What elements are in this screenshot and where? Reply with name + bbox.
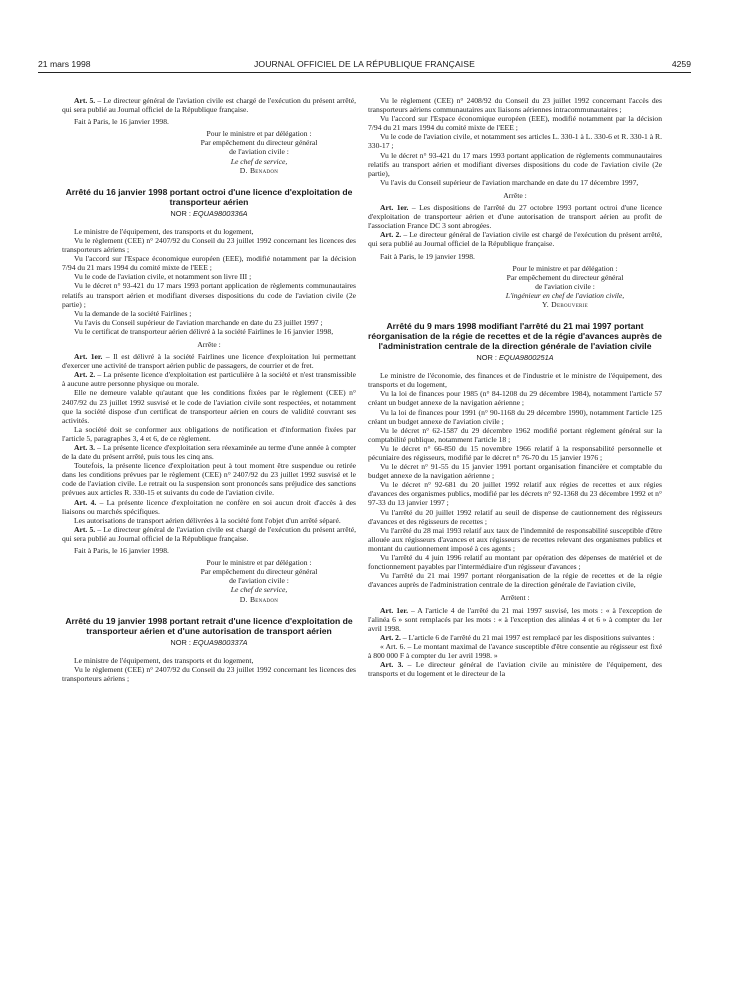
- page-header: [38, 59, 691, 73]
- decree-title: Arrêté du 9 mars 1998 modifiant l'arrêté du 21 mai 1997 portant réorganisation de la régie de recettes et de la régie d'avances auprès de l'administration centrale de la direction générale de l'aviation civile: [368, 321, 662, 352]
- visa-paragraph: Vu le code de l'aviation civile, et notamment son livre III ;: [74, 272, 252, 282]
- article-paragraph: Art. 1er. – Les dispositions de l'arrêté du 27 octobre 1993 portant octroi d'une licence d'exploitation de transporteur aérien et d'une autorisation de transport aérien au profit de l'association France DC 3 sont abrogées.: [368, 203, 662, 231]
- visa-paragraph: Vu l'arrêté du 20 juillet 1992 relatif au seuil de dispense de cautionnement des régisseurs d'avances et des régisseurs de recettes ;: [368, 507, 662, 526]
- decree-title: Arrêté du 19 janvier 1998 portant retrait d'une licence d'exploitation de transporteur aérien et d'une autorisation de transport aérien: [65, 615, 353, 636]
- visa-paragraph: Vu le décret n° 92-681 du 20 juillet 1992 relatif aux régies de recettes et aux régies d'avances des organismes publics, modifié par les décrets n° 92-1368 du 23 décembre 1992 et n° 97-33 du 13 janvier 1997 ;: [368, 480, 662, 508]
- visa-paragraph: Vu l'arrêté du 4 juin 1996 relatif au montant par opération des dépenses de matériel et de fonctionnement payables par l'intermédiaire d'un régisseur d'avances ;: [368, 553, 662, 572]
- visa-paragraph: Vu l'avis du Conseil supérieur de l'aviation marchande en date du 17 décembre 1997,: [380, 177, 639, 187]
- right-column: [368, 96, 662, 986]
- article-paragraph: Art. 2. – Le directeur général de l'aviation civile est chargé de l'exécution du présent arrêté, qui sera publié au Journal officiel de la République française.: [368, 230, 662, 249]
- left-column: [62, 96, 356, 986]
- decree-title: Arrêté du 16 janvier 1998 portant octroi d'une licence d'exploitation de transporteur aérien: [65, 186, 353, 207]
- article-paragraph: Art. 5. – Le directeur général de l'aviation civile est chargé de l'exécution du présent arrêté, qui sera publié au Journal officiel de la République française.: [62, 524, 356, 543]
- visa-paragraph: Vu l'accord sur l'Espace économique européen (EEE), modifié notamment par la décision 7/94 du 21 mars 1994 du comité mixte de l'EEE ;: [368, 114, 662, 133]
- visa-paragraph: Vu le certificat de transporteur aérien délivré à la société Fairlines le 16 janvier 1998,: [74, 326, 334, 336]
- body-paragraph: La société doit se conformer aux obligations de notification et d'information fixées par l'article 5, paragraphes 3, 4 et 6, de ce règlement.: [62, 424, 356, 443]
- signature-block: Pour le ministre et par délégation : Par empêchement du directeur général de l'aviation civile : Le chef de service, D. Benadon: [200, 129, 318, 175]
- arretent-heading: Arrêtent :: [500, 593, 530, 603]
- article-paragraph: Art. 4. – La présente licence d'exploitation ne confère en soi aucun droit d'accès à des liaisons ou marchés spécifiques.: [62, 497, 356, 516]
- visa-paragraph: Vu le décret n° 62-1587 du 29 décembre 1962 modifié portant règlement général sur la comptabilité publique, notamment l'article 18 ;: [368, 425, 662, 444]
- quoted-article: « Art. 6. – Le montant maximal de l'avance susceptible d'être consentie au régisseur est fixé à 800 000 F à compter du 1er avril 1998. »: [368, 641, 662, 660]
- header-rule: [38, 72, 691, 73]
- nor-reference: NOR : EQUA9800336A: [170, 208, 248, 218]
- article-paragraph: Art. 1er. – Il est délivré à la société Fairlines une licence d'exploitation lui permettant d'exercer une activité de transport aérien public de passagers, de courrier et de fret.: [62, 352, 356, 371]
- visa-paragraph: Vu l'avis du Conseil supérieur de l'aviation marchande en date du 23 juillet 1997 ;: [74, 317, 323, 327]
- body-paragraph: Elle ne demeure valable qu'autant que les conditions fixées par le règlement (CEE) n° 2407/92 du 23 juillet 1992 susvisé et le code de l'aviation civile sont respectées, et notamment que la société dispose d'un certificat de transporteur aérien en cours de validité couvrant ses activités.: [62, 388, 356, 425]
- visa-paragraph: Vu l'arrêté du 28 mai 1993 relatif aux taux de l'indemnité de responsabilité susceptible d'être allouée aux régisseurs d'avances et aux régisseurs de recettes relevant des organismes publics et montant du cautionnement imposé à ces agents ;: [368, 525, 662, 553]
- fait-a-paris: Fait à Paris, le 16 janvier 1998.: [74, 546, 169, 556]
- visa-paragraph: Vu le décret n° 91-55 du 15 janvier 1991 portant organisation financière et comptable du budget annexe de la navigation aérienne ;: [368, 462, 662, 481]
- arrete-heading: Arrête :: [503, 190, 527, 200]
- header-journal-title: JOURNAL OFFICIEL DE LA RÉPUBLIQUE FRANÇAISE: [254, 59, 475, 69]
- header-page-number: 4259: [671, 59, 691, 69]
- visa-paragraph: Le ministre de l'économie, des finances et de l'industrie et le ministre de l'équipement, des transports et du logement,: [368, 371, 662, 390]
- visa-paragraph: Vu la demande de la société Fairlines ;: [74, 308, 192, 318]
- visa-paragraph: Vu la loi de finances pour 1985 (n° 84-1208 du 29 décembre 1984), notamment l'article 57 créant un budget annexe de la navigation aérienne ;: [368, 389, 662, 408]
- arrete-heading: Arrête :: [197, 339, 221, 349]
- nor-reference: NOR : EQUA9800337A: [170, 637, 248, 647]
- visa-paragraph: Le ministre de l'équipement, des transports et du logement,: [74, 226, 254, 236]
- fait-a-paris: Fait à Paris, le 19 janvier 1998.: [380, 251, 475, 261]
- visa-paragraph: Vu le décret n° 93-421 du 17 mars 1993 portant application de règlements communautaires relatifs au transport aérien et modifiant diverses dispositions du code de l'aviation civile (2e partie) ;: [62, 281, 356, 309]
- visa-paragraph: Le ministre de l'équipement, des transports et du logement,: [74, 655, 254, 665]
- visa-paragraph: Vu le règlement (CEE) n° 2407/92 du Conseil du 23 juillet 1992 concernant les licences des transporteurs aériens ;: [62, 235, 356, 255]
- visa-paragraph: Vu l'accord sur l'Espace économique européen (EEE), modifié notamment par la décision 7/94 du 21 mars 1994 du comité mixte de l'EEE ;: [62, 254, 356, 273]
- article-paragraph: Art. 2. – La présente licence d'exploitation est particulière à la société et n'est transmissible à aucune autre personne physique ou morale.: [62, 370, 356, 389]
- visa-paragraph: Vu le règlement (CEE) n° 2407/92 du Conseil du 23 juillet 1992 concernant les licences des transporteurs aériens ;: [62, 664, 356, 683]
- visa-paragraph: Vu le décret n° 66-850 du 15 novembre 1966 relatif à la responsabilité personnelle et pécuniaire des régisseurs, modifié par le décret n° 76-70 du 15 janvier 1976 ;: [368, 443, 662, 462]
- article-paragraph: Art. 5. – Le directeur général de l'aviation civile est chargé de l'exécution du présent arrêté, qui sera publié au Journal officiel de la République française.: [62, 96, 356, 115]
- header-date: 21 mars 1998: [38, 59, 91, 69]
- visa-paragraph: Vu le décret n° 93-421 du 17 mars 1993 portant application de règlements communautaires relatifs au transport aérien et modifiant diverses dispositions du code de l'aviation civile (2e partie),: [368, 150, 662, 178]
- nor-reference: NOR : EQUA9800251A: [476, 353, 554, 363]
- article-paragraph: Art. 2. – L'article 6 de l'arrêté du 21 mai 1997 est remplacé par les dispositions suivantes :: [380, 632, 655, 642]
- body-paragraph: Toutefois, la présente licence d'exploitation peut à tout moment être suspendue ou retirée dans les conditions prévues par le règlement (CEE) n° 2407/92 du 23 juillet 1992 susvisé et le code de l'aviation civile. Le retrait ou la suspension sont prononcés sans préjudice des sanctions prévues aux articles R. 330-15 et suivants du code de l'aviation civile.: [62, 461, 356, 498]
- signature-block: Pour le ministre et par délégation : Par empêchement du directeur général de l'aviation civile : L'ingénieur en chef de l'aviation civile, Y. Debouverie: [505, 263, 625, 309]
- visa-paragraph: Vu la loi de finances pour 1991 (n° 90-1168 du 29 décembre 1990), notamment l'article 125 créant un budget annexe de l'aviation civile ;: [368, 407, 662, 426]
- article-paragraph: Art. 3. – La présente licence d'exploitation sera réexaminée au terme d'une année à compter de la date du présent arrêté, puis tous les cinq ans.: [62, 443, 356, 462]
- visa-paragraph: Vu l'arrêté du 21 mai 1997 portant réorganisation de la régie de recettes et de la régie d'avances auprès de l'administration centrale de la direction générale de l'aviation civile,: [368, 571, 662, 590]
- article-paragraph: Art. 1er. – A l'article 4 de l'arrêté du 21 mai 1997 susvisé, les mots : « à l'exception de l'alinéa 6 » sont remplacés par les mots : « à l'exception des alinéas 4 et 6 » à compter du 1er avril 1998.: [368, 605, 662, 633]
- visa-paragraph: Vu le code de l'aviation civile, et notamment ses articles L. 330-1 à L. 330-6 et R. 330-1 à R. 330-17 ;: [368, 132, 662, 151]
- body-paragraph: Les autorisations de transport aérien délivrées à la société font l'objet d'un arrêté séparé.: [74, 515, 341, 525]
- signature-block: Pour le ministre et par délégation : Par empêchement du directeur général de l'aviation civile : Le chef de service, D. Benadon: [200, 558, 318, 604]
- fait-a-paris: Fait à Paris, le 16 janvier 1998.: [74, 117, 169, 127]
- visa-paragraph: Vu le règlement (CEE) n° 2408/92 du Conseil du 23 juillet 1992 concernant l'accès des transporteurs aériens communautaires aux liaisons aériennes intracommunautaires ;: [368, 96, 662, 115]
- article-paragraph: Art. 3. – Le directeur général de l'aviation civile au ministère de l'équipement, des transports et du logement et le directeur de la: [368, 660, 662, 679]
